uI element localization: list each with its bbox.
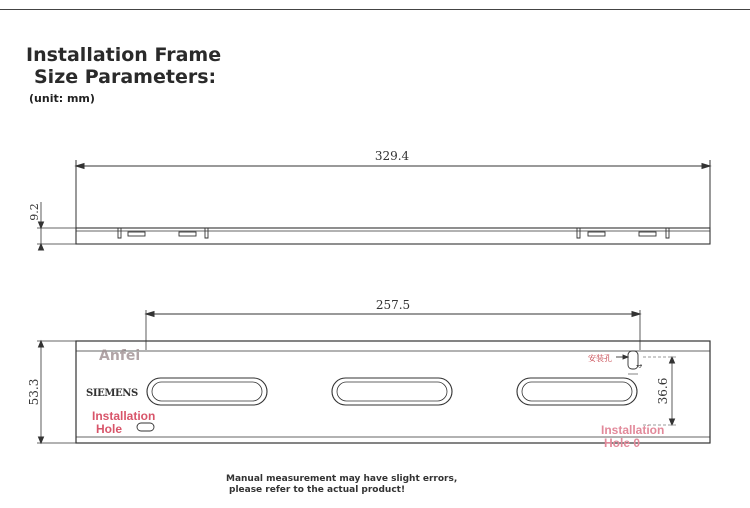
left-hole-label-line-1: Installation xyxy=(92,409,156,423)
right-hole-label-line-2: Hole 0 xyxy=(604,436,641,450)
unit-label: (unit: mm) xyxy=(29,92,95,105)
page-title-line-1: Installation Frame xyxy=(26,44,222,66)
side-dim-arrow-left xyxy=(76,164,84,169)
left-hole-label-line-2: Hole xyxy=(96,422,123,436)
front-dim-arrow-left xyxy=(146,312,154,317)
front-offset-dimension-label: 36.6 xyxy=(656,377,670,405)
side-height-arrow-top xyxy=(39,222,44,228)
side-dim-arrow-right xyxy=(702,164,710,169)
front-hole-spacing-dimension-label: 257.5 xyxy=(375,298,411,312)
front-height-arrow-top xyxy=(39,341,44,347)
side-length-dimension-label: 329.4 xyxy=(374,149,410,163)
brand-text: SIEMENS xyxy=(86,388,138,399)
left-hole-label xyxy=(92,410,155,436)
front-small-dimension-label: 4 xyxy=(636,363,644,369)
side-height-dimension-label: 9.2 xyxy=(28,203,41,221)
side-height-arrow-bottom xyxy=(39,244,44,250)
page-title-line-2: Size Parameters: xyxy=(34,66,217,88)
right-hole-label xyxy=(601,424,664,450)
right-hole-label-line-1: Installation xyxy=(601,423,665,437)
mounting-hole-cn-label: 安装孔 xyxy=(588,354,612,363)
measurement-note xyxy=(226,474,457,496)
side-view-profile xyxy=(76,228,710,244)
watermark-text: Anfei xyxy=(99,348,141,364)
measurement-note-line-1: Manual measurement may have slight errors, xyxy=(226,474,458,484)
front-dim-arrow-right xyxy=(632,312,640,317)
measurement-note-line-2: please refer to the actual product! xyxy=(229,485,406,495)
front-height-dimension-label: 53.3 xyxy=(27,378,41,406)
front-height-arrow-bottom xyxy=(39,437,44,443)
